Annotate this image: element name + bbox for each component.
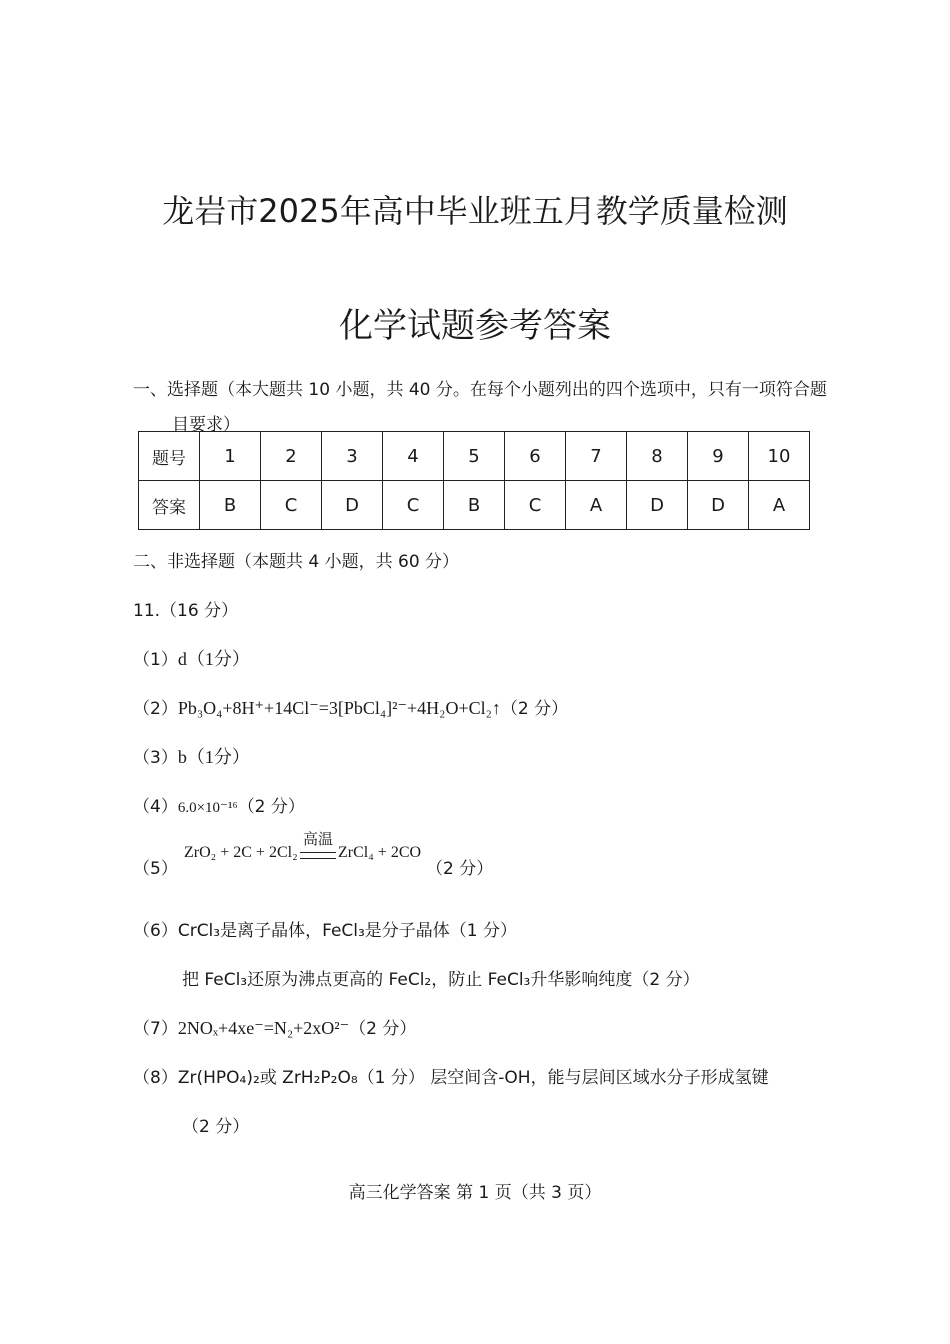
answer-cell: A bbox=[566, 481, 627, 530]
row-label: 答案 bbox=[139, 481, 200, 530]
answer-cell: C bbox=[261, 481, 322, 530]
answer-2-equation: Pb₃O₄+8H⁺+14Cl⁻=3[PbCl₄]²⁻+4H₂O+Cl₂↑ bbox=[177, 698, 501, 718]
answer-cell: B bbox=[444, 481, 505, 530]
page-subtitle: 化学试题参考答案 bbox=[339, 306, 611, 346]
answer-6-line2: 把 FeCl₃还原为沸点更高的 FeCl₂，防止 FeCl₃升华影响纯度（2 分） bbox=[182, 970, 700, 990]
answer-4-num: （4） bbox=[133, 797, 178, 817]
question-number: 10 bbox=[749, 432, 810, 481]
section1-heading: 一、选择题（本大题共 10 小题，共 40 分。在每个小题列出的四个选项中，只有一项符合题 bbox=[133, 380, 827, 400]
answer-6-num: （6） bbox=[133, 921, 178, 941]
answer-1 bbox=[133, 645, 250, 671]
answer-2-score: （2 分） bbox=[500, 699, 569, 719]
answer-4-value: 6.0×10⁻¹⁶ bbox=[177, 800, 238, 816]
answer-2 bbox=[133, 694, 568, 719]
answer-8-line2: （2 分） bbox=[182, 1117, 250, 1137]
answer-cell: A bbox=[749, 481, 810, 530]
answer-cell: B bbox=[200, 481, 261, 530]
section1-heading-cont: 目要求） bbox=[172, 415, 240, 435]
question-number: 7 bbox=[566, 432, 627, 481]
question-number: 3 bbox=[322, 432, 383, 481]
answer-8-num: （8） bbox=[133, 1068, 178, 1088]
answer-4-score: （2 分） bbox=[237, 797, 305, 817]
question-11-heading: 11.（16 分） bbox=[133, 601, 239, 621]
page-title: 龙岩市2025年高中毕业班五月教学质量检测 bbox=[162, 192, 788, 230]
equals-sign bbox=[300, 852, 336, 859]
row-label: 题号 bbox=[139, 432, 200, 481]
answer-3-num: （3） bbox=[133, 748, 178, 768]
answer-7 bbox=[133, 1014, 416, 1039]
question-number: 9 bbox=[688, 432, 749, 481]
answer-table bbox=[138, 431, 810, 530]
answer-cell: D bbox=[627, 481, 688, 530]
answer-7-equation: 2NOₓ+4xe⁻=N₂+2xO²⁻ bbox=[177, 1018, 350, 1038]
answer-7-score: （2 分） bbox=[349, 1019, 417, 1039]
answer-1-num: （1） bbox=[133, 650, 178, 670]
answer-7-num: （7） bbox=[133, 1019, 178, 1039]
answer-3-text: b（1分） bbox=[177, 747, 250, 767]
answer-cell: D bbox=[322, 481, 383, 530]
answer-cell: C bbox=[383, 481, 444, 530]
answer-cell: D bbox=[688, 481, 749, 530]
answer-4 bbox=[133, 792, 305, 817]
answer-2-num: （2） bbox=[133, 699, 178, 719]
reaction-condition: 高温 bbox=[302, 830, 333, 848]
answer-5-lhs: ZrO₂ + 2C + 2Cl₂ bbox=[184, 844, 298, 861]
question-number: 5 bbox=[444, 432, 505, 481]
answer-8-line1: Zr(HPO₄)₂或 ZrH₂P₂O₈（1 分） 层空间含-OH，能与层间区域水分子形成氢键 bbox=[177, 1068, 769, 1088]
question-number: 4 bbox=[383, 432, 444, 481]
answer-5-score: （2 分） bbox=[426, 859, 494, 879]
answer-6-line1: CrCl₃是离子晶体，FeCl₃是分子晶体（1 分） bbox=[177, 921, 518, 941]
section2-heading: 二、非选择题（本题共 4 小题，共 60 分） bbox=[133, 552, 460, 572]
page-footer: 高三化学答案 第 1 页（共 3 页） bbox=[348, 1183, 602, 1203]
table-row bbox=[139, 432, 810, 481]
answer-6 bbox=[133, 916, 517, 941]
question-number: 6 bbox=[505, 432, 566, 481]
question-number: 2 bbox=[261, 432, 322, 481]
question-number: 1 bbox=[200, 432, 261, 481]
answer-3 bbox=[133, 743, 250, 769]
answer-1-text: d（1分） bbox=[177, 649, 250, 669]
answer-5-rhs: ZrCl₄ + 2CO bbox=[338, 844, 422, 861]
answer-cell: C bbox=[505, 481, 566, 530]
question-number: 8 bbox=[627, 432, 688, 481]
answer-5-num: （5） bbox=[133, 859, 178, 879]
table-row bbox=[139, 481, 810, 530]
answer-8 bbox=[133, 1063, 769, 1088]
